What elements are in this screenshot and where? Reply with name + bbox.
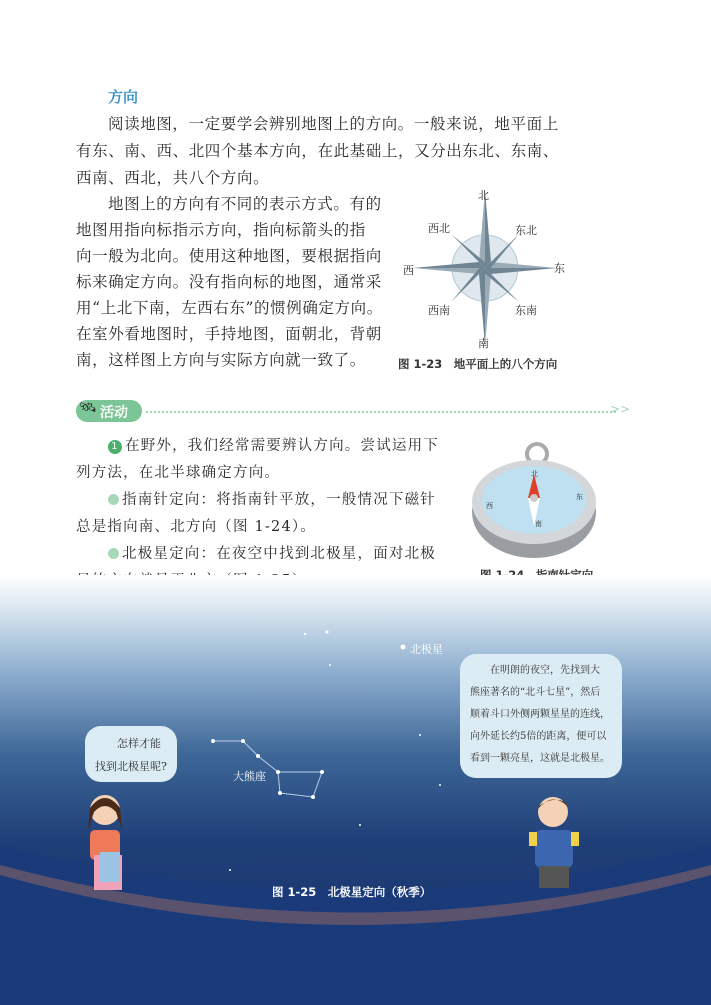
- satellite-icon: 🛰: [79, 400, 97, 416]
- text-line: 地图用指向标指示方向，指向标箭头的指: [76, 221, 366, 239]
- text-line: 向一般为北向。使用这种地图，要根据指向: [76, 247, 382, 265]
- bubble-line: 怎样才能: [117, 737, 161, 750]
- activity-badge: [76, 400, 142, 422]
- compass-label-north: 北: [531, 470, 538, 478]
- direction-label-northwest: 西北: [428, 222, 450, 235]
- bubble-line: 顺着斗口外侧两颗星星的连线，: [470, 709, 610, 720]
- compass-label-south: 南: [535, 520, 542, 528]
- text-line: 地图上的方向有不同的表示方式。有的: [108, 195, 382, 213]
- direction-label-southeast: 东南: [515, 304, 537, 317]
- text-line: 阅读地图，一定要学会辨别地图上的方向。一般来说，地平面上: [108, 115, 559, 133]
- compass-rose-icon: [395, 185, 575, 355]
- compass-label-east: 东: [576, 493, 583, 501]
- activity-line: [108, 434, 439, 455]
- bubble-line: 在明朗的夜空，先找到大: [490, 665, 600, 676]
- text: 在野外，我们经常需要辨认方向。尝试运用下: [125, 438, 439, 454]
- double-chevron-icon: >>: [610, 402, 631, 416]
- boy-character-icon: [515, 792, 585, 892]
- text: 指南针定向：将指南针平放，一般情况下磁针: [122, 492, 436, 508]
- boy-speech-bubble: [460, 654, 622, 778]
- constellation-label: 大熊座: [233, 770, 266, 783]
- text-line: 在室外看地图时，手持地图，面朝北，背朝: [76, 325, 382, 343]
- bubble-line: 熊座著名的“北斗七星”，然后: [470, 687, 601, 698]
- text-line: 西南、西北，共八个方向。: [76, 169, 270, 187]
- bubble-line: 看到一颗亮星，这就是北极星。: [470, 753, 610, 764]
- bullet-icon: [108, 494, 119, 505]
- figure-caption: 图 1-23 地平面上的八个方向: [398, 357, 558, 371]
- section-heading: 方向: [108, 88, 139, 106]
- text-line: 用“上北下南，左西右东”的惯例确定方向。: [76, 299, 383, 317]
- direction-label-west: 西: [403, 264, 414, 277]
- polaris-star: [401, 645, 406, 650]
- big-dipper-stars: [211, 739, 324, 799]
- direction-label-southwest: 西南: [428, 304, 450, 317]
- activity-line: 总是指向南、北方向（图 1-24）。: [76, 519, 317, 535]
- text-line: 南，这样图上方向与实际方向就一致了。: [76, 351, 366, 369]
- number-badge: 1: [108, 440, 122, 454]
- figure-caption: 图 1-25 北极星定向（秋季）: [272, 885, 432, 899]
- activity-line: 列方法，在北半球确定方向。: [76, 465, 281, 481]
- divider: [146, 411, 616, 413]
- bullet-polaris: [108, 542, 436, 563]
- compass-image-icon: [462, 440, 612, 565]
- girl-speech-bubble: [85, 726, 177, 782]
- direction-label-northeast: 东北: [515, 224, 537, 237]
- compass-label-west: 西: [486, 502, 493, 510]
- direction-label-south: 南: [478, 337, 489, 350]
- direction-label-east: 东: [554, 262, 565, 275]
- polaris-label: 北极星: [410, 643, 443, 656]
- text: 北极星定向：在夜空中找到北极星，面对北极: [122, 546, 436, 562]
- direction-label-north: 北: [478, 189, 489, 202]
- bullet-compass: [108, 488, 436, 509]
- text-line: 有东、南、西、北四个基本方向，在此基础上，又分出东北、东南、: [76, 142, 560, 160]
- bubble-line: 找到北极星呢?: [95, 760, 167, 773]
- girl-character-icon: [80, 790, 140, 895]
- bullet-icon: [108, 548, 119, 559]
- bubble-line: 向外延长约5倍的距离，便可以: [470, 731, 607, 742]
- activity-title: 活动: [100, 405, 128, 421]
- text-line: 标来确定方向。没有指向标的地图，通常采: [76, 273, 382, 291]
